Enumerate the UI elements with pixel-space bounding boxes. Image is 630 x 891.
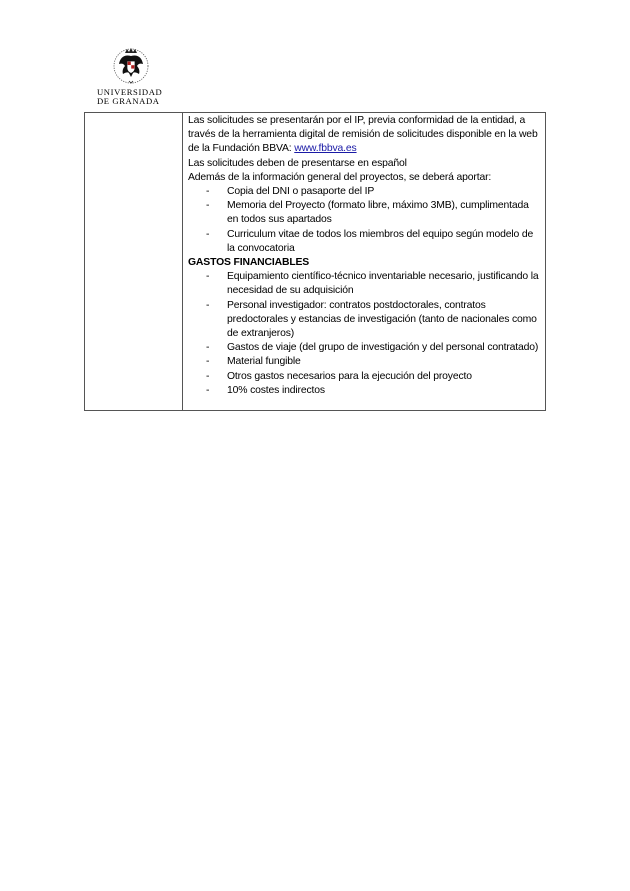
expense-item-text: 10% costes indirectos — [227, 384, 325, 396]
list-item — [188, 270, 539, 298]
label-cell — [85, 113, 183, 411]
dash-bullet: - — [206, 342, 210, 354]
university-logo — [96, 44, 166, 106]
documents-intro: Además de la información general del proyectos, se deberá aportar: — [188, 171, 492, 183]
document-item-text: Copia del DNI o pasaporte del IP — [227, 186, 375, 198]
list-item — [188, 370, 539, 384]
list-item — [188, 299, 539, 342]
dash-bullet: - — [206, 356, 210, 368]
documents-list — [188, 185, 539, 256]
expenses-list — [188, 270, 539, 398]
dash-bullet: - — [206, 384, 210, 396]
list-item — [188, 384, 539, 398]
requirements-table — [84, 112, 546, 411]
fbbva-link[interactable]: www.fbbva.es — [294, 143, 357, 155]
list-item — [188, 199, 539, 227]
expense-item-text: Material fungible — [227, 356, 301, 368]
document-item-text: Memoria del Proyecto (formato libre, máximo 3MB), cumplimentada en todos sus apartados — [227, 200, 529, 226]
content-cell — [183, 113, 546, 411]
dash-bullet: - — [206, 228, 210, 240]
dash-bullet: - — [206, 186, 210, 198]
expense-item-text: Otros gastos necesarios para la ejecución del proyecto — [227, 370, 472, 382]
list-item — [188, 228, 539, 256]
dash-bullet: - — [206, 200, 210, 212]
list-item — [188, 185, 539, 199]
language-note: Las solicitudes deben de presentarse en español — [188, 157, 407, 169]
document-item-text: Curriculum vitae de todos los miembros del equipo según modelo de la convocatoria — [227, 228, 534, 254]
list-item — [188, 341, 539, 355]
table-row — [85, 113, 546, 411]
expense-item-text: Gastos de viaje (del grupo de investigación y del personal contratado) — [227, 342, 539, 354]
dash-bullet: - — [206, 271, 210, 283]
expense-item-text: Equipamiento científico-técnico inventariable necesario, justificando la necesidad de su adquisición — [227, 271, 539, 297]
dash-bullet: - — [206, 370, 210, 382]
dash-bullet: - — [206, 299, 210, 311]
expenses-heading: GASTOS FINANCIABLES — [188, 257, 310, 269]
logo-line-2: DE GRANADA — [97, 96, 160, 106]
university-crest-icon — [111, 44, 151, 88]
expense-item-text: Personal investigador: contratos postdoctorales, contratos predoctorales y estancias de investigación (tanto de nacionales como de extranjeros) — [227, 299, 537, 340]
logo-line-1: UNIVERSIDAD — [97, 87, 163, 97]
list-item — [188, 355, 539, 369]
intro-paragraph — [188, 115, 538, 154]
intro-text: Las solicitudes se presentarán por el IP, previa conformidad de la entidad, a través de la herramienta digital de remisión de solicitudes disponible en la web de la Fundación BBVA: — [188, 115, 538, 155]
